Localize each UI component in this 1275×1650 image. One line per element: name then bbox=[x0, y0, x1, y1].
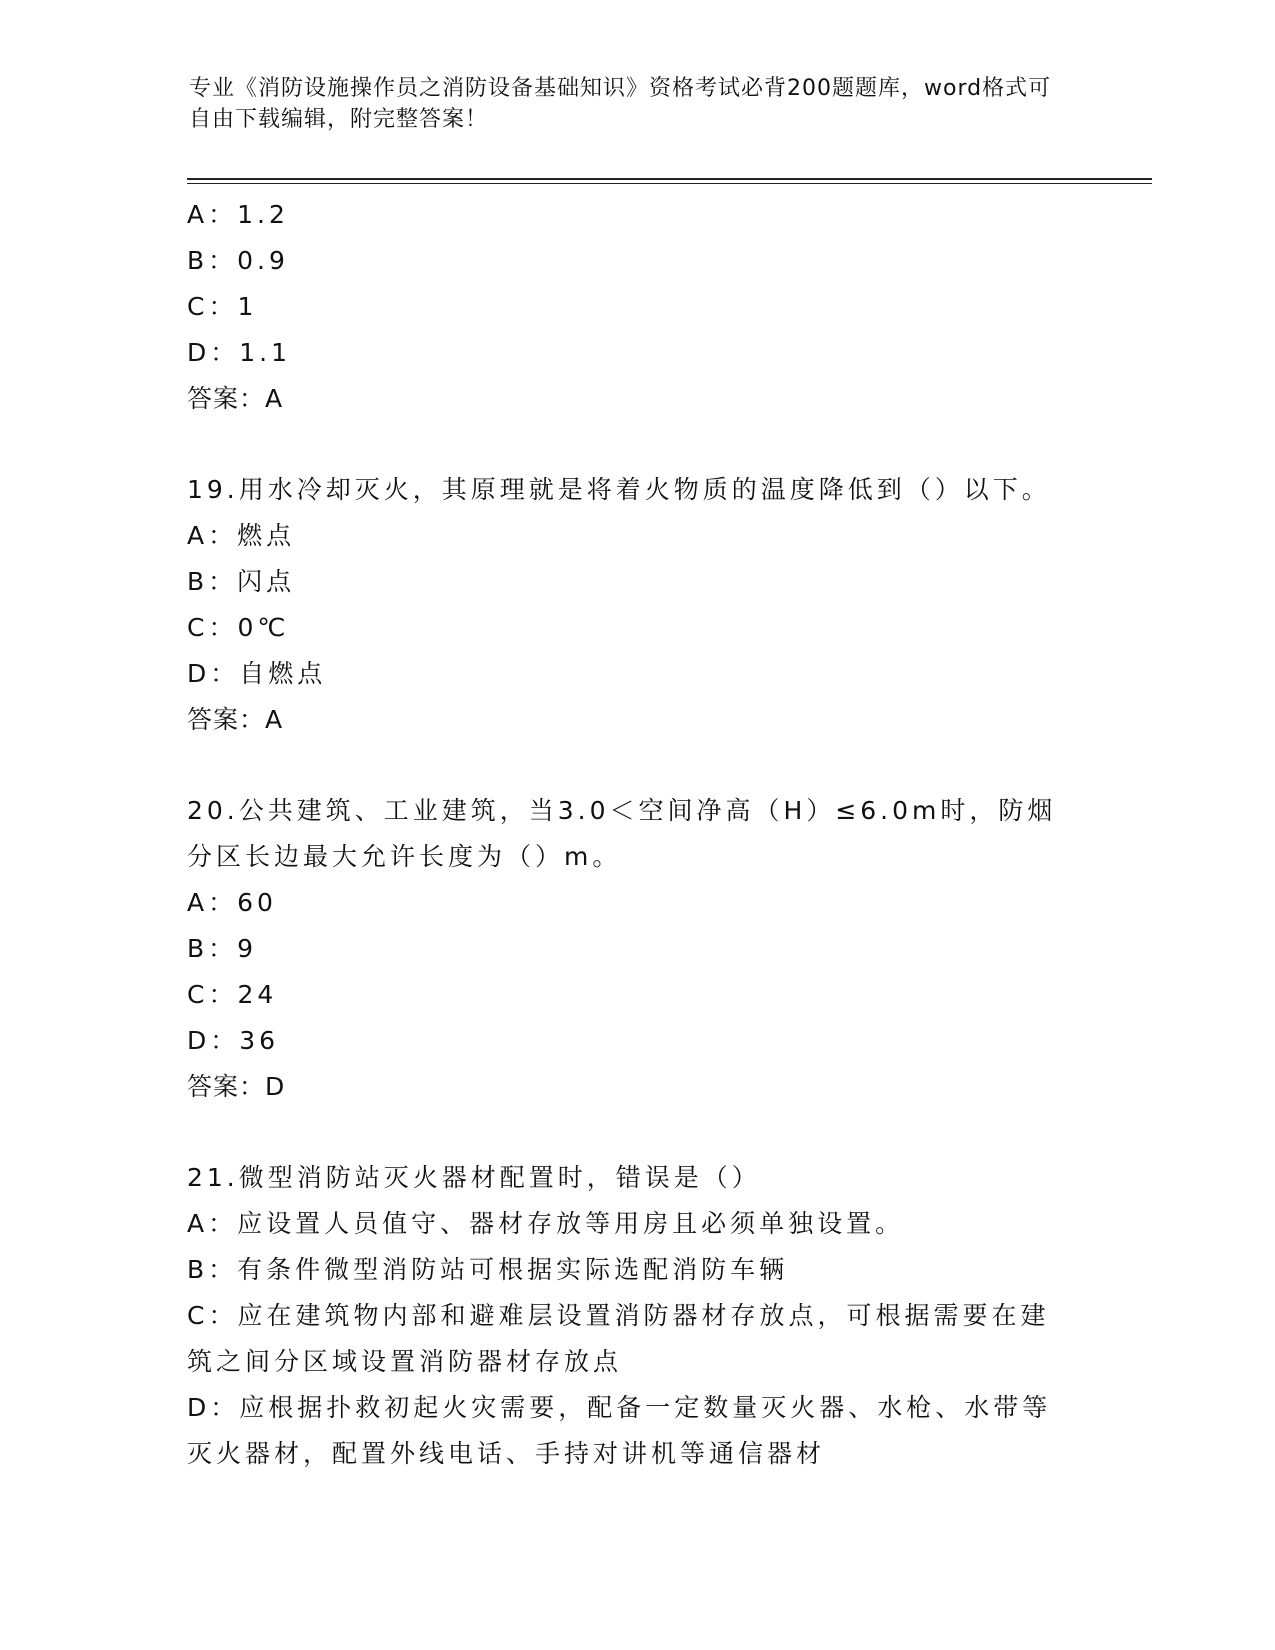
document-header: 专业《消防设施操作员之消防设备基础知识》资格考试必背200题题库，word格式可自由下载编辑，附完整答案！ bbox=[189, 76, 1052, 132]
header-rule bbox=[187, 178, 1152, 180]
question-block-21 bbox=[187, 1155, 1087, 1477]
option-c: C：应在建筑物内部和避难层设置消防器材存放点，可根据需要在建筑之间分区域设置消防器材存放点 bbox=[187, 1301, 1050, 1376]
option-b: B：有条件微型消防站可根据实际选配消防车辆 bbox=[187, 1255, 789, 1284]
header-rule-thin bbox=[187, 183, 1152, 184]
answer: 答案：A bbox=[187, 384, 284, 413]
question-block-19 bbox=[187, 467, 1087, 743]
option-d: D：自燃点 bbox=[187, 659, 327, 688]
option-a: A：燃点 bbox=[187, 521, 296, 550]
option-c: C：24 bbox=[187, 980, 278, 1009]
question-block-20 bbox=[187, 788, 1087, 1110]
document-body bbox=[187, 192, 1087, 1477]
option-d: D：36 bbox=[187, 1026, 280, 1055]
option-a: A：1.2 bbox=[187, 200, 289, 229]
question-stem: 20.公共建筑、工业建筑，当3.0＜空间净高（H）≤6.0m时，防烟分区长边最大允许长度为（）m。 bbox=[187, 796, 1057, 871]
option-b: B：闪点 bbox=[187, 567, 296, 596]
question-block-18 bbox=[187, 192, 1087, 422]
answer: 答案：D bbox=[187, 1072, 286, 1101]
option-c: C：1 bbox=[187, 292, 258, 321]
option-a: A：应设置人员值守、器材存放等用房且必须单独设置。 bbox=[187, 1209, 905, 1238]
option-d: D：应根据扑救初起火灾需要，配备一定数量灭火器、水枪、水带等灭火器材，配置外线电话、手持对讲机等通信器材 bbox=[187, 1393, 1052, 1468]
option-b: B：0.9 bbox=[187, 246, 289, 275]
answer: 答案：A bbox=[187, 705, 284, 734]
option-b: B：9 bbox=[187, 934, 258, 963]
option-d: D：1.1 bbox=[187, 338, 292, 367]
question-stem: 19.用水冷却灭火，其原理就是将着火物质的温度降低到（）以下。 bbox=[187, 475, 1051, 504]
question-stem: 21.微型消防站灭火器材配置时，错误是（） bbox=[187, 1163, 761, 1192]
option-a: A：60 bbox=[187, 888, 277, 917]
option-c: C：0℃ bbox=[187, 613, 290, 642]
